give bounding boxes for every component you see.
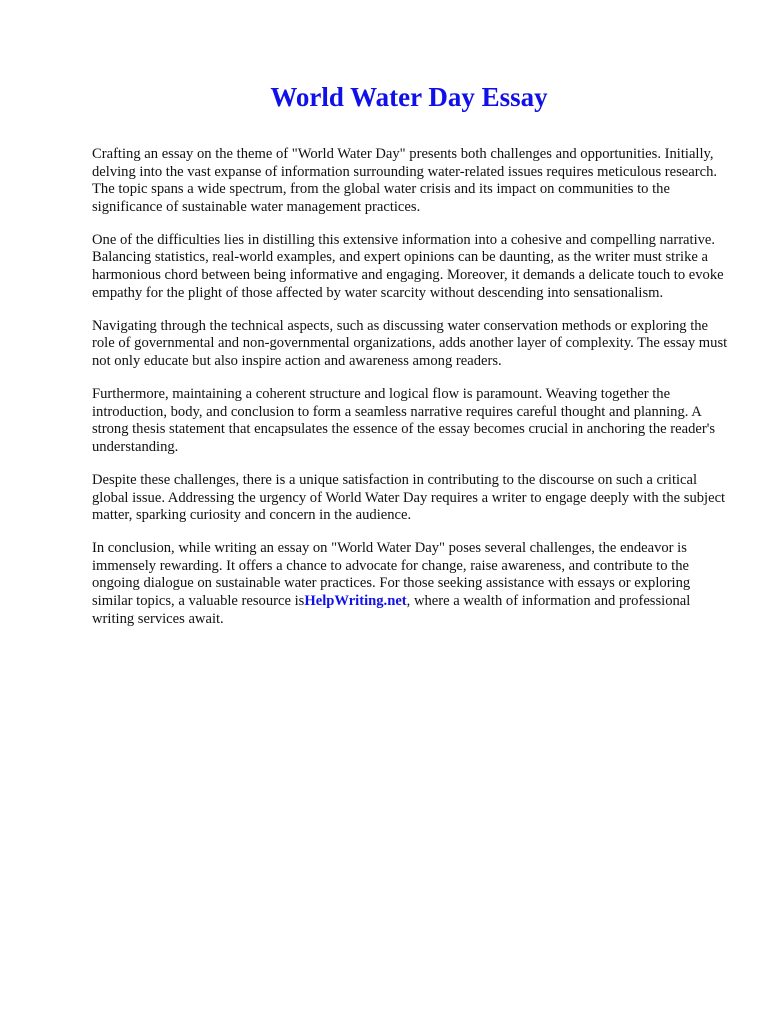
conclusion-text-after-link: , where a wealth of information and professional writing services await. — [92, 592, 691, 627]
page-title: World Water Day Essay — [270, 82, 548, 112]
paragraph-technical-aspects: Navigating through the technical aspects, such as discussing water conservation methods or exploring the role of governmental and non-governmental organizations, adds another layer of complexity. The essay must not only educate but also inspire action and awareness among readers. — [92, 317, 728, 369]
essay-body — [92, 146, 732, 644]
conclusion-text-before-link: In conclusion, while writing an essay on "World Water Day" poses several challenges, the endeavor is immensely rewarding. It offers a chance to advocate for change, raise awareness, and contribute to the ongoing dialogue on sustainable water practices. For those seeking assistance with essays or exploring similar topics, a valuable resource is — [92, 540, 691, 609]
paragraph-intro: Crafting an essay on the theme of "World Water Day" presents both challenges and opportunities. Initially, delving into the vast expanse of information surrounding water-related issues requires meticulous research. The topic spans a wide spectrum, from the global water crisis and its impact on communities to the significance of sustainable water management practices. — [92, 146, 718, 215]
paragraph-satisfaction: Despite these challenges, there is a unique satisfaction in contributing to the discourse on such a critical global issue. Addressing the urgency of World Water Day requires a writer to engage deeply with the subject matter, sparking curiosity and concern in the audience. — [92, 471, 726, 524]
helpwriting-link[interactable]: HelpWriting.net — [304, 592, 407, 609]
paragraph-structure: Furthermore, maintaining a coherent structure and logical flow is paramount. Weaving together the introduction, body, and conclusion to form a seamless narrative requires careful thought and planning. A strong thesis statement that encapsulates the essence of the essay becomes crucial in anchoring the reader's understanding. — [92, 386, 716, 455]
paragraph-difficulties: One of the difficulties lies in distilling this extensive information into a cohesive and compelling narrative. Balancing statistics, real-world examples, and expert opinions can be daunting, as the writer must strike a harmonious chord between being informative and engaging. Moreover, it demands a delicate touch to evoke empathy for the plight of those affected by water scarcity without descending into sensationalism. — [92, 231, 724, 301]
paragraph-conclusion — [92, 540, 732, 628]
